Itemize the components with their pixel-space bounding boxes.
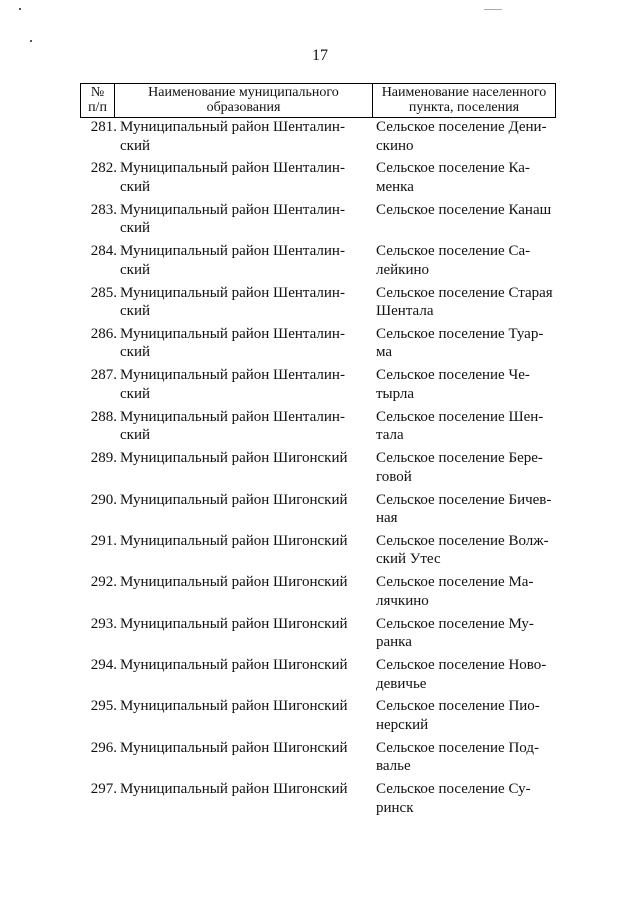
municipality-line: Муниципальный район Шигонский — [120, 532, 348, 549]
table-header — [80, 83, 556, 118]
table-row — [0, 739, 640, 780]
municipality-name — [120, 118, 360, 155]
municipality-line: Муниципальный район Шигонский — [120, 491, 348, 508]
locality-line: Сельское поселение Дени- — [376, 119, 547, 135]
scan-speck — [484, 9, 502, 10]
locality-name — [376, 284, 566, 321]
locality-line: Сельское поселение Под- — [376, 739, 539, 756]
locality-line: говой — [376, 468, 412, 485]
locality-name — [376, 739, 566, 776]
locality-line: ранка — [376, 634, 412, 651]
row-number: 292. — [90, 574, 117, 591]
municipality-line: Муниципальный район Шигонский — [120, 574, 348, 591]
municipality-name — [120, 573, 360, 592]
locality-name — [376, 118, 566, 155]
municipality-line: Муниципальный район Шенталин- — [120, 243, 345, 260]
municipality-line: Муниципальный район Шигонский — [120, 781, 348, 798]
table-row — [0, 242, 640, 283]
municipality-name — [120, 159, 360, 196]
locality-line: лячкино — [376, 592, 429, 609]
municipality-name — [120, 697, 360, 716]
municipality-line: Муниципальный район Шигонский — [120, 657, 348, 674]
municipality-line: ский — [120, 137, 150, 154]
locality-line: Сельское поселение Бере- — [376, 450, 543, 467]
locality-line: ский Утес — [376, 551, 441, 568]
locality-line: Сельское поселение Ма- — [376, 574, 534, 591]
table-row — [0, 532, 640, 573]
locality-line: Сельское поселение Му- — [376, 615, 534, 632]
locality-line: тала — [376, 427, 404, 444]
table-body — [0, 118, 640, 822]
row-number: 296. — [90, 739, 117, 756]
municipality-name — [120, 532, 360, 551]
row-number: 286. — [90, 325, 117, 342]
locality-line: менка — [376, 178, 414, 195]
row-number: 293. — [90, 615, 117, 632]
municipality-name — [120, 284, 360, 321]
locality-line: тырла — [376, 385, 415, 402]
locality-name — [376, 615, 566, 652]
row-number: 290. — [90, 491, 117, 508]
locality-line: Сельское поселение Са- — [376, 243, 531, 260]
municipality-line: Муниципальный район Шигонский — [120, 698, 348, 715]
locality-line: Сельское поселение Су- — [376, 781, 531, 798]
municipality-name — [120, 325, 360, 362]
table-row — [0, 325, 640, 366]
municipality-name — [120, 780, 360, 799]
table-row — [0, 201, 640, 242]
table-row — [0, 284, 640, 325]
municipality-line: Муниципальный район Шенталин- — [120, 119, 345, 135]
table-row — [0, 780, 640, 821]
locality-name — [376, 532, 566, 569]
locality-name — [376, 656, 566, 693]
locality-line: Сельское поселение Туар- — [376, 325, 544, 342]
municipality-line: Муниципальный район Шенталин- — [120, 284, 345, 301]
locality-name — [376, 159, 566, 196]
row-number: 288. — [90, 408, 117, 425]
locality-name — [376, 449, 566, 486]
row-number: 282. — [90, 160, 117, 177]
locality-name — [376, 408, 566, 445]
locality-line: ринск — [376, 799, 414, 816]
locality-line: Сельское поселение Канаш — [376, 201, 552, 218]
locality-line: Сельское поселение Бичев- — [376, 491, 552, 508]
municipality-name — [120, 408, 360, 445]
table-row — [0, 449, 640, 490]
table-row — [0, 366, 640, 407]
table-row — [0, 159, 640, 200]
municipality-name — [120, 449, 360, 468]
locality-line: Сельское поселение Старая — [376, 284, 553, 301]
table-row — [0, 573, 640, 614]
locality-line: Сельское поселение Ново- — [376, 657, 547, 674]
municipality-name — [120, 366, 360, 403]
locality-line: Сельское поселение Шен- — [376, 408, 544, 425]
locality-line: Сельское поселение Волж- — [376, 532, 549, 549]
row-number: 284. — [90, 243, 117, 260]
table-row — [0, 697, 640, 738]
scan-speck — [30, 40, 32, 42]
locality-name — [376, 325, 566, 362]
municipality-line: ский — [120, 385, 150, 402]
locality-name — [376, 491, 566, 528]
municipality-line: Муниципальный район Шенталин- — [120, 160, 345, 177]
locality-line: Сельское поселение Че- — [376, 367, 530, 384]
municipality-line: Муниципальный район Шигонский — [120, 450, 348, 467]
locality-line: ная — [376, 510, 398, 527]
row-number: 285. — [90, 284, 117, 301]
table-row — [0, 656, 640, 697]
municipality-line: ский — [120, 261, 150, 278]
row-number: 289. — [90, 450, 117, 467]
municipality-line: Муниципальный район Шенталин- — [120, 201, 345, 218]
municipality-name — [120, 656, 360, 675]
locality-line: нерский — [376, 716, 429, 733]
locality-line: валье — [376, 758, 411, 775]
locality-name — [376, 201, 566, 220]
municipality-line: ский — [120, 178, 150, 195]
municipality-name — [120, 491, 360, 510]
locality-line: Шентала — [376, 303, 434, 320]
municipality-name — [120, 242, 360, 279]
table-row — [0, 408, 640, 449]
row-number: 294. — [90, 657, 117, 674]
table-row — [0, 118, 640, 159]
locality-line: ма — [376, 344, 393, 361]
scan-speck — [19, 8, 21, 10]
municipality-line: Муниципальный район Шенталин- — [120, 408, 345, 425]
row-number: 291. — [90, 532, 117, 549]
header-col-locality: Наименование населенного пункта, поселения — [372, 84, 555, 117]
municipality-line: Муниципальный район Шигонский — [120, 615, 348, 632]
table-row — [0, 615, 640, 656]
locality-line: девичье — [376, 675, 427, 692]
locality-line: Сельское поселение Ка- — [376, 160, 530, 177]
locality-name — [376, 242, 566, 279]
locality-name — [376, 780, 566, 817]
municipality-name — [120, 739, 360, 758]
row-number: 297. — [90, 781, 117, 798]
table-row — [0, 491, 640, 532]
locality-name — [376, 366, 566, 403]
municipality-line: ский — [120, 303, 150, 320]
header-col-municipality: Наименование муниципального образования — [114, 84, 372, 117]
municipality-name — [120, 615, 360, 634]
row-number: 295. — [90, 698, 117, 715]
row-number: 287. — [90, 367, 117, 384]
row-number: 283. — [90, 201, 117, 218]
municipality-name — [120, 201, 360, 238]
municipality-line: Муниципальный район Шенталин- — [120, 367, 345, 384]
locality-name — [376, 573, 566, 610]
locality-line: скино — [376, 137, 414, 154]
row-number: 281. — [90, 119, 117, 135]
municipality-line: Муниципальный район Шенталин- — [120, 325, 345, 342]
municipality-line: Муниципальный район Шигонский — [120, 739, 348, 756]
municipality-line: ский — [120, 427, 150, 444]
municipality-line: ский — [120, 220, 150, 237]
header-col-number: № п/п — [88, 85, 107, 115]
locality-line: лейкино — [376, 261, 430, 278]
locality-name — [376, 697, 566, 734]
page-number: 17 — [312, 47, 328, 64]
locality-line: Сельское поселение Пио- — [376, 698, 540, 715]
municipality-line: ский — [120, 344, 150, 361]
